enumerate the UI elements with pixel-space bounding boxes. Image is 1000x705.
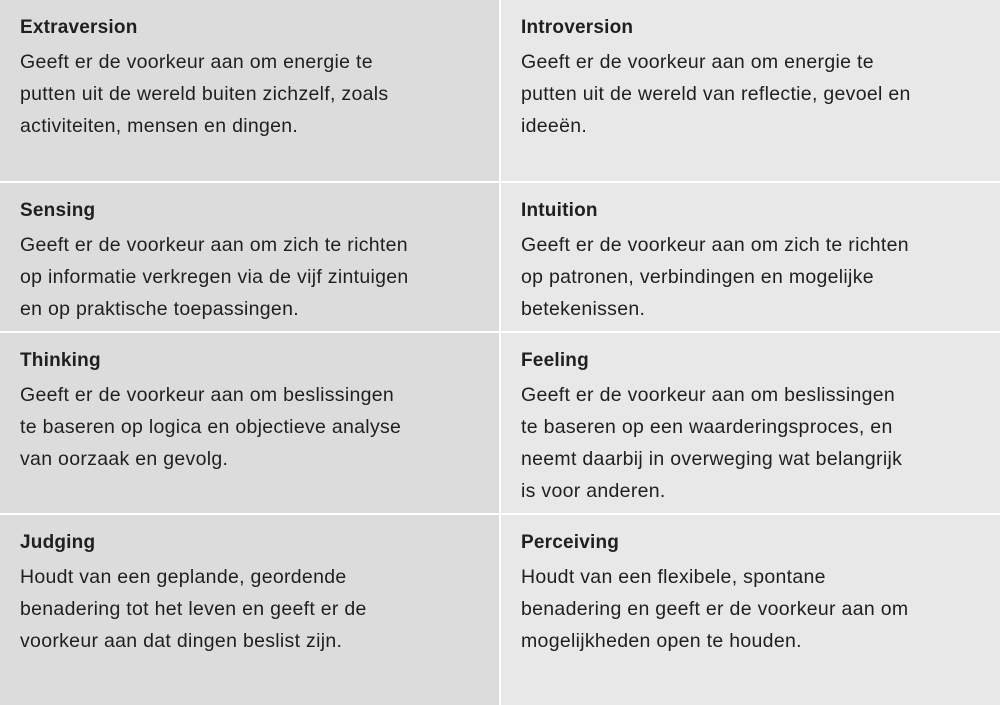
cell-description xyxy=(20,46,479,142)
description-line: voorkeur aan dat dingen beslist zijn. xyxy=(20,630,343,652)
description-line: op patronen, verbindingen en mogelijke xyxy=(521,266,874,288)
description-line: Geeft er de voorkeur aan om beslissingen xyxy=(521,384,896,406)
cell-title: Judging xyxy=(20,532,96,553)
cell-description xyxy=(521,379,980,507)
description-line: en op praktische toepassingen. xyxy=(20,298,299,320)
cell-description xyxy=(521,561,980,657)
description-line: te baseren op logica en objectieve analyse xyxy=(20,416,402,438)
cell-description xyxy=(20,229,479,325)
cell-description xyxy=(521,46,980,142)
cell-title: Perceiving xyxy=(521,532,620,553)
description-line: mogelijkheden open te houden. xyxy=(521,630,802,652)
description-line: benadering en geeft er de voorkeur aan om xyxy=(521,598,909,620)
table-row xyxy=(0,0,1000,181)
description-line: op informatie verkregen via de vijf zintuigen xyxy=(20,266,409,288)
cell-title: Sensing xyxy=(20,200,96,221)
description-line: betekenissen. xyxy=(521,298,646,320)
table-row xyxy=(0,183,1000,331)
description-line: neemt daarbij in overweging wat belangrijk xyxy=(521,448,903,470)
cell-feeling xyxy=(501,333,1000,513)
description-line: Geeft er de voorkeur aan om zich te richten xyxy=(521,234,909,256)
description-line: te baseren op een waarderingsproces, en xyxy=(521,416,893,438)
description-line: putten uit de wereld buiten zichzelf, zoals xyxy=(20,83,389,105)
cell-title: Thinking xyxy=(20,350,101,371)
description-line: putten uit de wereld van reflectie, gevoel en xyxy=(521,83,911,105)
table-row xyxy=(0,333,1000,513)
cell-sensing xyxy=(0,183,499,331)
description-line: benadering tot het leven en geeft er de xyxy=(20,598,367,620)
cell-judging xyxy=(0,515,499,705)
description-line: Geeft er de voorkeur aan om zich te richten xyxy=(20,234,408,256)
description-line: is voor anderen. xyxy=(521,480,666,502)
cell-description xyxy=(521,229,980,325)
cell-introversion xyxy=(501,0,1000,181)
description-line: Geeft er de voorkeur aan om energie te xyxy=(521,51,874,73)
cell-title: Extraversion xyxy=(20,17,138,38)
cell-title: Feeling xyxy=(521,350,589,371)
description-line: Houdt van een flexibele, spontane xyxy=(521,566,826,588)
cell-intuition xyxy=(501,183,1000,331)
cell-thinking xyxy=(0,333,499,513)
description-line: Houdt van een geplande, geordende xyxy=(20,566,347,588)
cell-title: Introversion xyxy=(521,17,634,38)
description-line: Geeft er de voorkeur aan om beslissingen xyxy=(20,384,395,406)
cell-perceiving xyxy=(501,515,1000,705)
table-row xyxy=(0,515,1000,705)
description-line: activiteiten, mensen en dingen. xyxy=(20,115,299,137)
cell-description xyxy=(20,561,479,657)
description-line: van oorzaak en gevolg. xyxy=(20,448,229,470)
description-line: ideeën. xyxy=(521,115,588,137)
cell-extraversion xyxy=(0,0,499,181)
cell-title: Intuition xyxy=(521,200,598,221)
cell-description xyxy=(20,379,479,475)
description-line: Geeft er de voorkeur aan om energie te xyxy=(20,51,373,73)
